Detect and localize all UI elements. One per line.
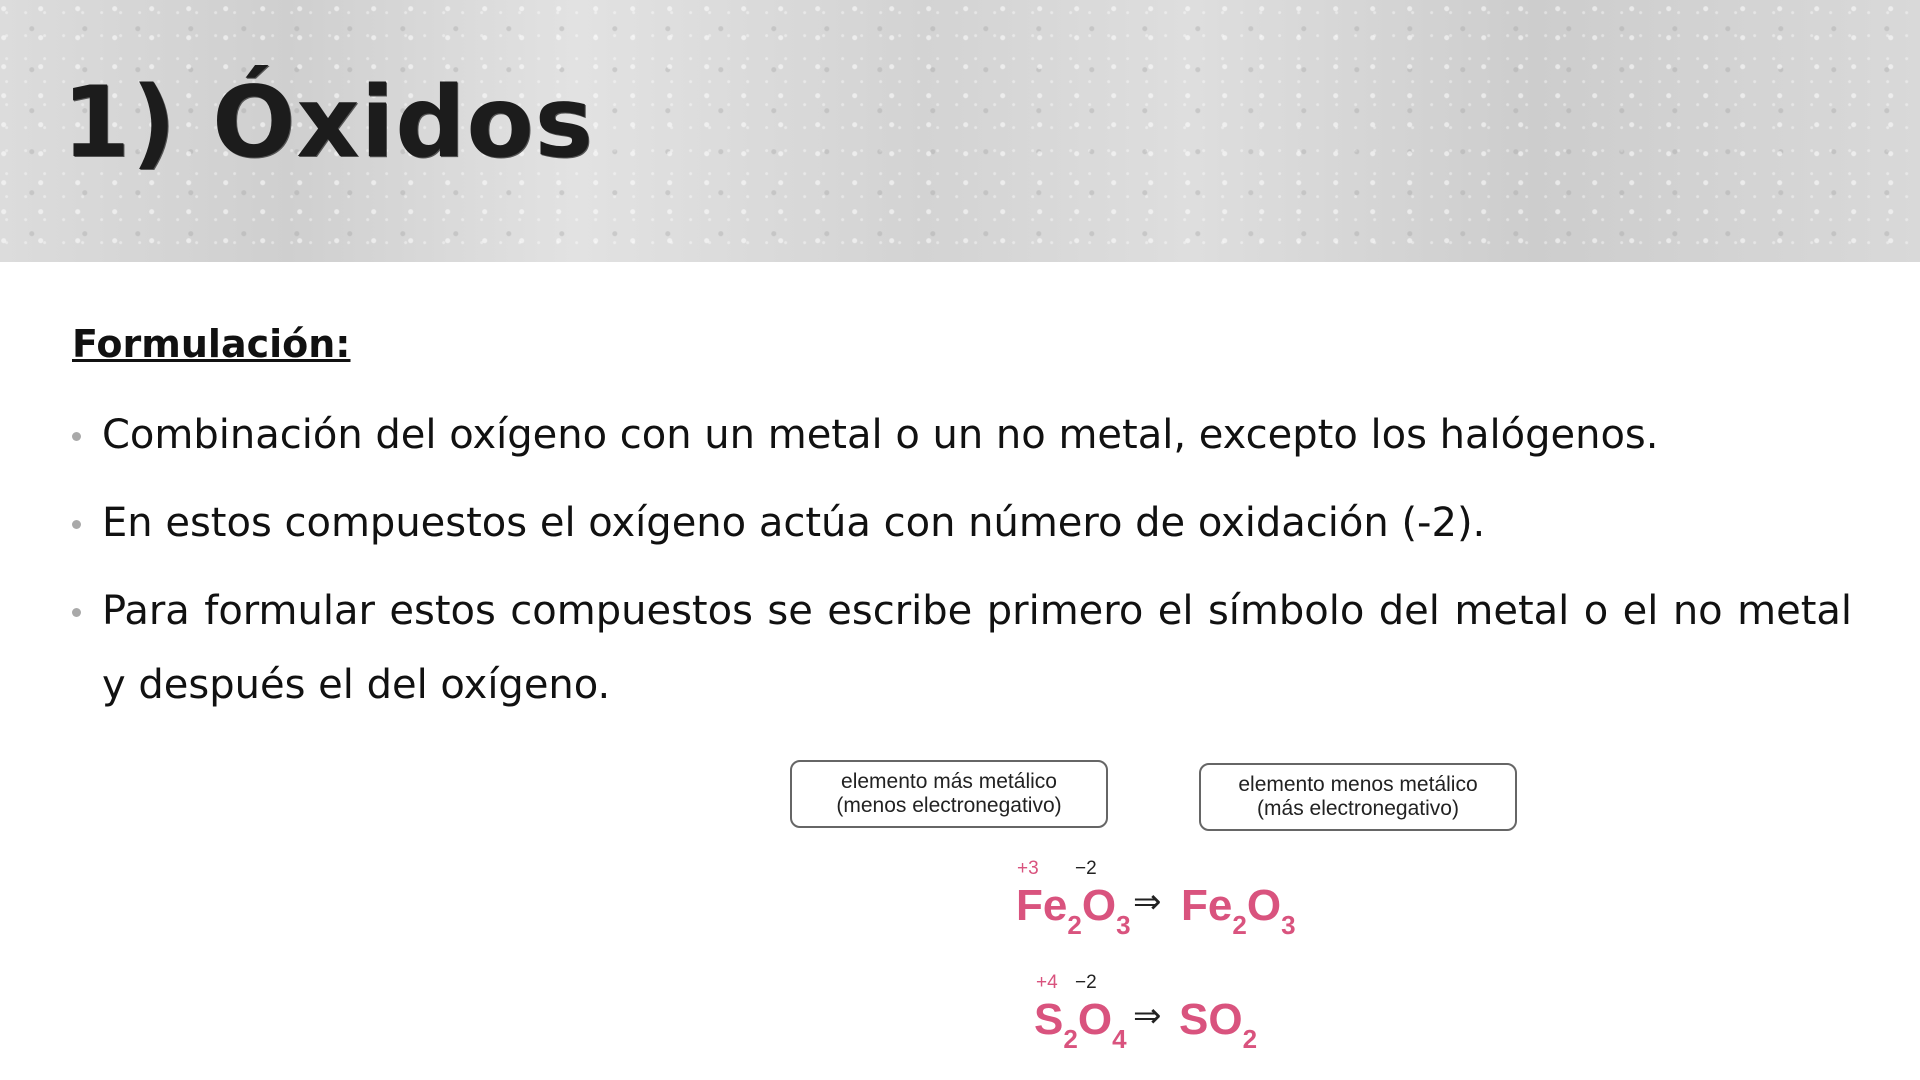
subscript: 2 xyxy=(1063,1024,1078,1054)
formula-rhs xyxy=(1181,881,1296,940)
formula-lhs xyxy=(1016,881,1131,940)
bullet-text: En estos compuestos el oxígeno actúa con número de oxidación (-2). xyxy=(102,500,1486,546)
oxidation-number-oxygen: −2 xyxy=(1075,858,1097,879)
bullet-text: Combinación del oxígeno con un metal o un no metal, excepto los halógenos. xyxy=(102,412,1659,458)
subscript: 4 xyxy=(1112,1024,1127,1054)
bullet-dot-icon xyxy=(72,520,81,529)
label-box-line: (menos electronegativo) xyxy=(836,794,1062,817)
subscript: 2 xyxy=(1067,910,1082,940)
oxidation-number-nonmetal: +4 xyxy=(1036,972,1058,993)
bullet-item xyxy=(72,486,1852,560)
label-box-line: elemento más metálico xyxy=(841,770,1057,793)
label-box-line: elemento menos metálico xyxy=(1238,773,1478,796)
slide-title: 1) Óxidos xyxy=(62,66,595,180)
element-symbol: O xyxy=(1246,881,1282,930)
oxidation-number-metal: +3 xyxy=(1017,858,1039,879)
label-box-line: (más electronegativo) xyxy=(1257,797,1459,820)
element-symbol: S xyxy=(1034,995,1064,1044)
formula-rhs xyxy=(1179,995,1258,1054)
slide-content xyxy=(72,318,1852,736)
bullet-dot-icon xyxy=(72,432,81,441)
bullet-item xyxy=(72,398,1852,472)
subscript: 3 xyxy=(1116,910,1131,940)
element-symbol: O xyxy=(1081,881,1117,930)
element-symbol: O xyxy=(1077,995,1113,1044)
element-symbol: Fe xyxy=(1181,881,1233,930)
element-symbol: SO xyxy=(1179,995,1243,1044)
formula-lhs xyxy=(1034,995,1127,1054)
header-banner xyxy=(0,0,1920,262)
section-heading: Formulación: xyxy=(72,322,351,366)
oxidation-number-oxygen: −2 xyxy=(1075,972,1097,993)
element-symbol: Fe xyxy=(1016,881,1068,930)
implies-arrow-icon: ⇒ xyxy=(1133,996,1162,1036)
subscript: 2 xyxy=(1232,910,1247,940)
bullet-item xyxy=(72,574,1852,722)
label-box-more-metallic xyxy=(790,760,1108,828)
bullet-text: Para formular estos compuestos se escribe primero el símbolo del metal o el no metal y después el del oxígeno. xyxy=(102,588,1852,708)
label-box-less-metallic xyxy=(1199,763,1517,831)
subscript: 3 xyxy=(1281,910,1296,940)
bullet-list xyxy=(72,398,1852,722)
subscript: 2 xyxy=(1242,1024,1258,1054)
bullet-dot-icon xyxy=(72,608,81,617)
implies-arrow-icon: ⇒ xyxy=(1133,882,1162,922)
